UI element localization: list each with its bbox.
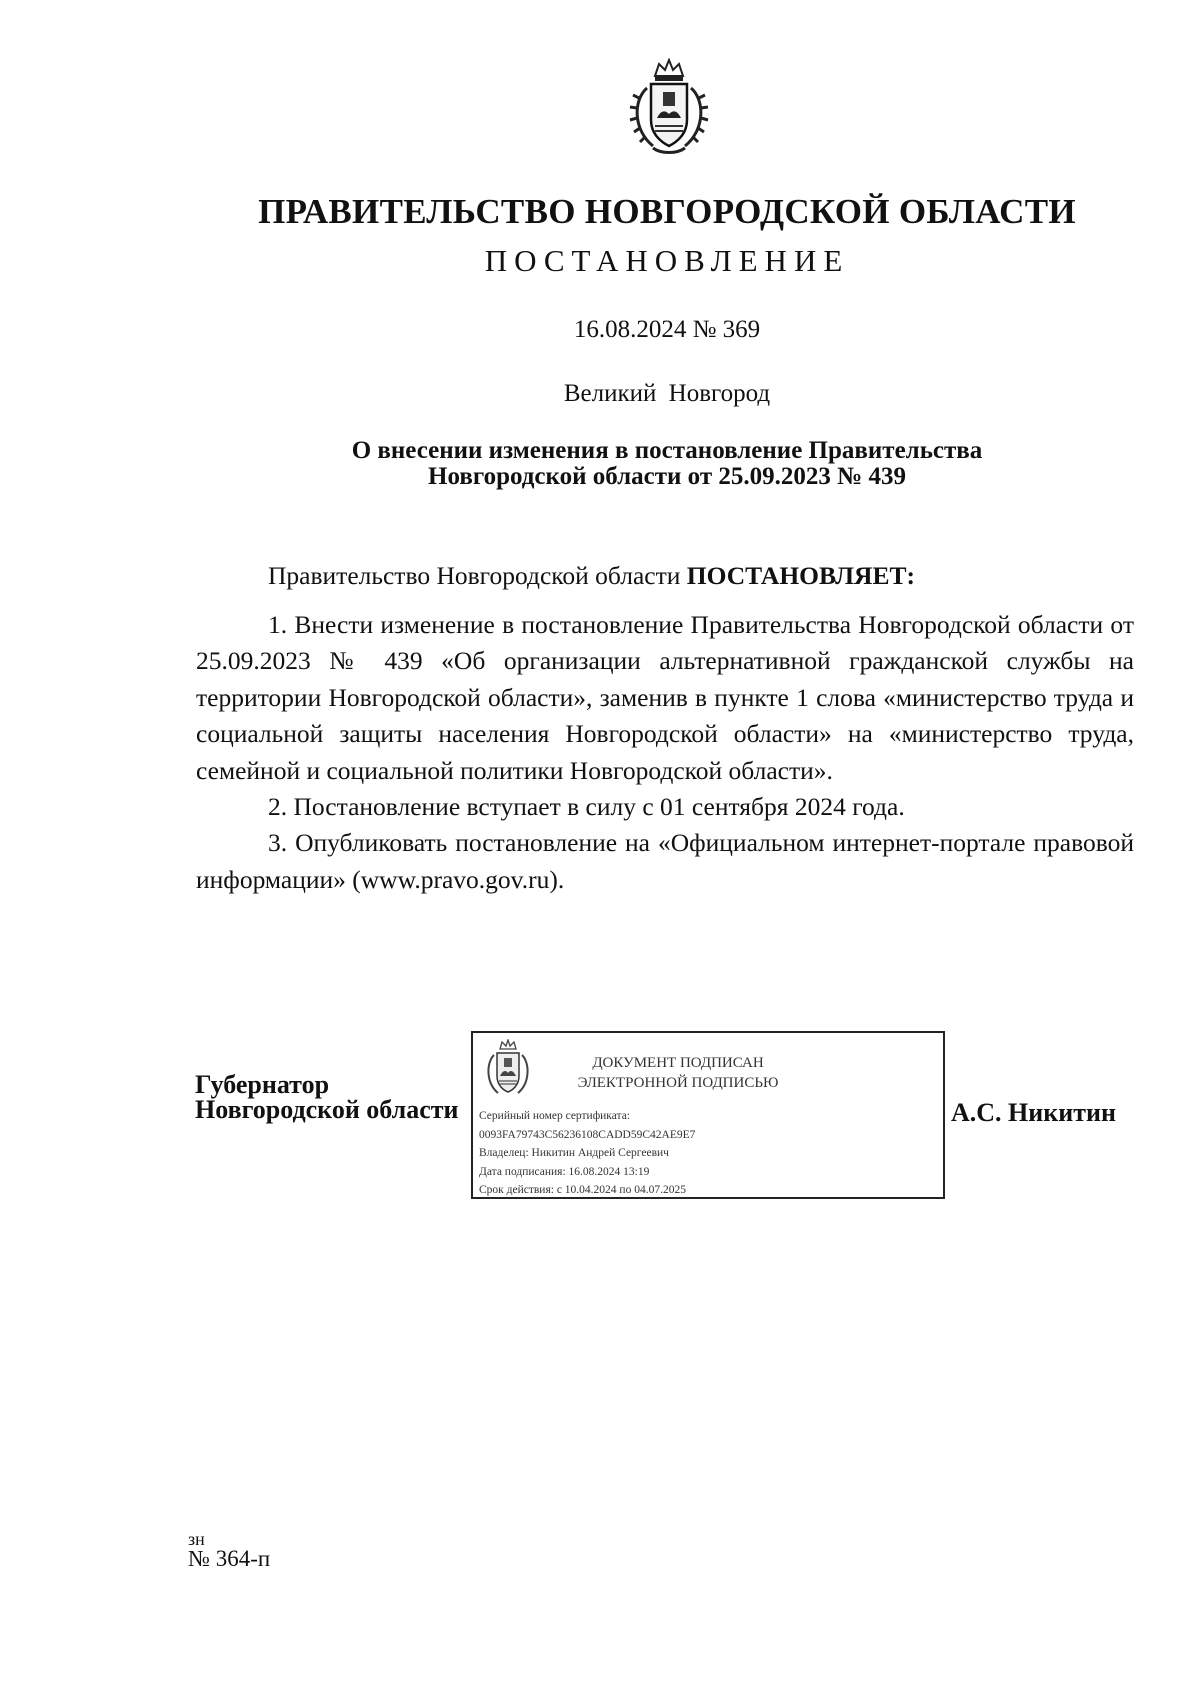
clause-2: 2. Постановление вступает в силу с 01 сентября 2024 года.: [268, 792, 905, 822]
executor-code: зн: [188, 1529, 205, 1549]
signatory-position-line-2: Новгородской области: [195, 1095, 459, 1124]
stamp-title-line-1: ДОКУМЕНТ ПОДПИСАН: [592, 1055, 764, 1071]
clause-3: 3. Опубликовать постановление на «Официальном интернет-портале правовой информации» (www.pravo.gov.ru).: [196, 828, 1134, 894]
stamp-validity: Срок действия: с 10.04.2024 по 04.07.2025: [479, 1184, 686, 1196]
signatory-position: [195, 1072, 459, 1122]
document-type: ПОСТАНОВЛЕНИЕ: [484, 243, 850, 278]
stamp-details: [479, 1107, 695, 1200]
coat-of-arms-emblem: [625, 58, 713, 158]
subject-line-1: О внесении изменения в постановление Правительства: [351, 437, 983, 464]
subject-line-2: Новгородской области от 25.09.2023 № 439: [428, 463, 906, 490]
signatory-name: А.С. Никитин: [951, 1098, 1116, 1127]
stamp-emblem-icon: [482, 1039, 534, 1099]
document-date-number: 16.08.2024 № 369: [573, 316, 761, 343]
stamp-title-line-2: ЭЛЕКТРОННОЙ ПОДПИСЬЮ: [577, 1075, 779, 1091]
stamp-title: [553, 1053, 803, 1093]
preamble: [268, 561, 915, 591]
signatory-position-line-1: Губернатор: [195, 1070, 330, 1099]
stamp-cert-number: 0093FA79743C56236108CADD59C42AE9E7: [479, 1128, 696, 1141]
electronic-signature-stamp: [471, 1031, 945, 1199]
preamble-text: Правительство Новгородской области: [268, 561, 687, 590]
preamble-resolution: ПОСТАНОВЛЯЕТ:: [686, 561, 915, 590]
document-city: Великий Новгород: [563, 380, 771, 407]
registration-number: № 364-п: [188, 1546, 271, 1571]
government-title: ПРАВИТЕЛЬСТВО НОВГОРОДСКОЙ ОБЛАСТИ: [258, 192, 1076, 231]
stamp-signed-date: Дата подписания: 16.08.2024 13:19: [479, 1165, 650, 1178]
stamp-owner: Владелец: Никитин Андрей Сергеевич: [479, 1147, 669, 1159]
clauses-list: [196, 607, 1134, 898]
stamp-cert-label: Серийный номер сертификата:: [479, 1110, 630, 1122]
clause-1: 1. Внести изменение в постановление Правительства Новгородской области от 25.09.2023 № 439 «Об организации альтернативной гражданской службы на территории Новгородской области», заменив в пункте 1 слова «министерство труда и социальной защиты населения Новгородской области» на «министерство труда, семейной и социальной политики Новгородской области».: [196, 610, 1134, 785]
